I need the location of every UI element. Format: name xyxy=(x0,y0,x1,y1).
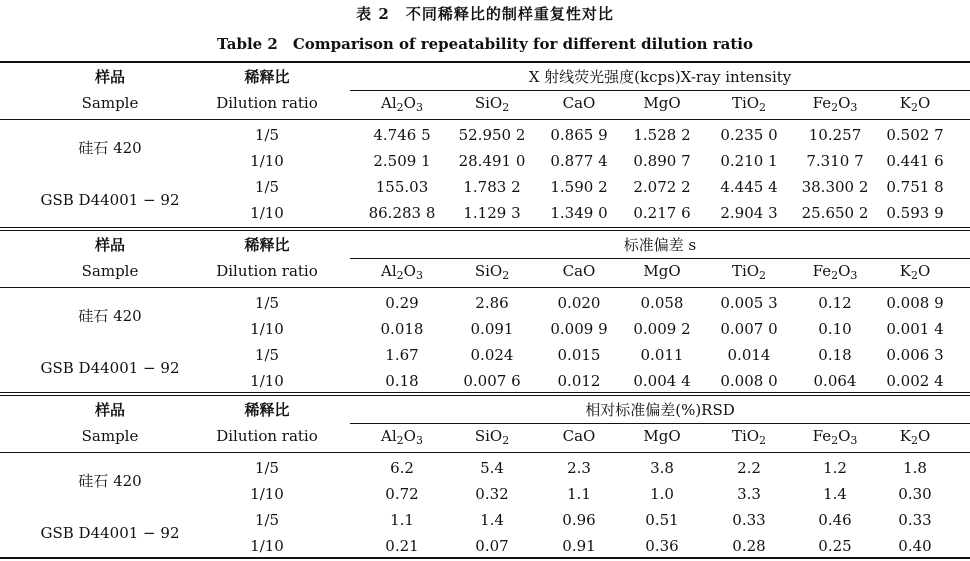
oxide-base: MgO xyxy=(643,94,681,112)
oxide-base: CaO xyxy=(562,427,596,445)
value-cell: 0.33 xyxy=(898,511,932,529)
oxide-sub2: 3 xyxy=(850,269,858,282)
value-cell: 0.015 xyxy=(557,346,601,364)
section-top-rule xyxy=(0,392,970,393)
oxide-base: CaO xyxy=(562,94,596,112)
value-cell: 6.2 xyxy=(390,459,414,477)
oxide-base: TiO xyxy=(731,94,760,112)
oxide-base: Fe xyxy=(812,427,832,445)
dilution-ratio: 1/5 xyxy=(254,459,280,477)
oxide-base: TiO xyxy=(731,427,760,445)
value-cell: 155.03 xyxy=(375,178,429,196)
value-cell: 0.024 xyxy=(470,346,514,364)
value-cell: 0.009 2 xyxy=(633,320,691,338)
value-cell: 0.865 9 xyxy=(550,126,608,144)
oxide-base: Al xyxy=(381,427,397,445)
section-top-rule-2 xyxy=(0,395,970,396)
dilution-ratio: 1/10 xyxy=(250,372,284,390)
value-cell: 86.283 8 xyxy=(368,204,436,222)
oxide-base: CaO xyxy=(562,262,596,280)
sample-name: 硅石 420 xyxy=(78,139,142,157)
dilution-ratio: 1/10 xyxy=(250,485,284,503)
table-row xyxy=(0,174,970,200)
value-cell: 1.129 3 xyxy=(463,204,521,222)
dilution-ratio: 1/5 xyxy=(254,126,280,144)
heading-underline xyxy=(350,423,970,424)
oxide-header xyxy=(709,90,789,116)
oxide-header xyxy=(795,90,875,116)
oxide-header xyxy=(709,258,789,284)
oxide-sub: 2 xyxy=(910,101,918,114)
oxide-base: Al xyxy=(381,262,397,280)
ratio-header-cn: 稀释比 xyxy=(244,236,290,254)
value-cell: 25.650 2 xyxy=(801,204,869,222)
oxide-rest: O xyxy=(403,262,416,280)
value-cell: 0.36 xyxy=(645,537,679,555)
oxide-header xyxy=(362,423,442,449)
sample-name: GSB D44001 − 92 xyxy=(40,524,180,542)
dilution-ratio: 1/5 xyxy=(254,178,280,196)
oxide-sub: 2 xyxy=(831,101,839,114)
oxide-sub: 2 xyxy=(396,101,404,114)
value-cell: 0.502 7 xyxy=(886,126,944,144)
oxide-header xyxy=(622,258,702,284)
header-row-2 xyxy=(0,423,970,449)
value-cell: 38.300 2 xyxy=(801,178,869,196)
oxide-base: K xyxy=(899,262,911,280)
value-cell: 5.4 xyxy=(480,459,504,477)
value-cell: 0.29 xyxy=(385,294,419,312)
header-bottom-rule xyxy=(0,452,970,453)
value-cell: 0.33 xyxy=(732,511,766,529)
dilution-ratio: 1/5 xyxy=(254,511,280,529)
value-cell: 0.001 4 xyxy=(886,320,944,338)
header-row-2 xyxy=(0,258,970,284)
section-heading: 相对标准偏差(%)RSD xyxy=(585,401,735,419)
table-row xyxy=(0,455,970,481)
value-cell: 0.07 xyxy=(475,537,509,555)
table-row xyxy=(0,316,970,342)
oxide-header xyxy=(452,423,532,449)
sample-header-en: Sample xyxy=(81,94,139,112)
oxide-base: TiO xyxy=(731,262,760,280)
value-cell: 0.30 xyxy=(898,485,932,503)
value-cell: 0.40 xyxy=(898,537,932,555)
oxide-header xyxy=(875,258,955,284)
value-cell: 0.441 6 xyxy=(886,152,944,170)
value-cell: 4.746 5 xyxy=(373,126,431,144)
value-cell: 2.3 xyxy=(567,459,591,477)
oxide-base: MgO xyxy=(643,262,681,280)
value-cell: 0.008 9 xyxy=(886,294,944,312)
table-row xyxy=(0,290,970,316)
dilution-ratio: 1/10 xyxy=(250,320,284,338)
header-bottom-rule xyxy=(0,287,970,288)
header-row-1 xyxy=(0,232,970,258)
sample-header-en: Sample xyxy=(81,427,139,445)
value-cell: 1.4 xyxy=(823,485,847,503)
sample-name: GSB D44001 − 92 xyxy=(40,191,180,209)
table-row xyxy=(0,148,970,174)
value-cell: 0.18 xyxy=(385,372,419,390)
value-cell: 0.593 9 xyxy=(886,204,944,222)
value-cell: 1.528 2 xyxy=(633,126,691,144)
heading-underline xyxy=(350,90,970,91)
value-cell: 0.96 xyxy=(562,511,596,529)
oxide-rest: O xyxy=(838,427,851,445)
oxide-header xyxy=(539,423,619,449)
oxide-rest: O xyxy=(838,262,851,280)
sample-name: 硅石 420 xyxy=(78,307,142,325)
value-cell: 7.310 7 xyxy=(806,152,864,170)
oxide-base: SiO xyxy=(474,262,503,280)
value-cell: 1.8 xyxy=(903,459,927,477)
heading-underline xyxy=(350,258,970,259)
oxide-rest: O xyxy=(917,427,931,445)
value-cell: 0.72 xyxy=(385,485,419,503)
value-cell: 2.904 3 xyxy=(720,204,778,222)
oxide-header xyxy=(362,258,442,284)
dilution-ratio: 1/10 xyxy=(250,204,284,222)
oxide-header xyxy=(709,423,789,449)
oxide-sub: 2 xyxy=(910,434,918,447)
sample-header-cn: 样品 xyxy=(94,68,125,86)
value-cell: 0.10 xyxy=(818,320,852,338)
value-cell: 0.21 xyxy=(385,537,419,555)
table-title-cn: 表 2 不同稀释比的制样重复性对比 xyxy=(356,5,614,23)
oxide-sub: 2 xyxy=(831,269,839,282)
oxide-sub2: 3 xyxy=(850,101,858,114)
oxide-sub: 2 xyxy=(759,434,767,447)
section-heading: X 射线荧光强度(kcps)X-ray intensity xyxy=(528,68,792,86)
value-cell: 2.86 xyxy=(475,294,509,312)
sample-name: 硅石 420 xyxy=(78,472,142,490)
dilution-ratio: 1/5 xyxy=(254,294,280,312)
oxide-sub: 2 xyxy=(831,434,839,447)
value-cell: 0.064 xyxy=(813,372,857,390)
value-cell: 0.877 4 xyxy=(550,152,608,170)
value-cell: 0.25 xyxy=(818,537,852,555)
value-cell: 2.509 1 xyxy=(373,152,431,170)
oxide-header xyxy=(875,90,955,116)
value-cell: 0.005 3 xyxy=(720,294,778,312)
value-cell: 0.751 8 xyxy=(886,178,944,196)
oxide-base: K xyxy=(899,427,911,445)
value-cell: 1.0 xyxy=(650,485,674,503)
oxide-sub: 2 xyxy=(396,269,404,282)
value-cell: 0.018 xyxy=(380,320,424,338)
oxide-header xyxy=(539,258,619,284)
oxide-sub: 2 xyxy=(502,269,510,282)
value-cell: 0.46 xyxy=(818,511,852,529)
oxide-sub2: 3 xyxy=(415,434,423,447)
oxide-base: SiO xyxy=(474,427,503,445)
table-row xyxy=(0,368,970,394)
oxide-base: SiO xyxy=(474,94,503,112)
value-cell: 4.445 4 xyxy=(720,178,778,196)
oxide-sub: 2 xyxy=(759,269,767,282)
value-cell: 28.491 0 xyxy=(458,152,526,170)
value-cell: 1.1 xyxy=(390,511,414,529)
value-cell: 1.1 xyxy=(567,485,591,503)
table-row xyxy=(0,342,970,368)
sample-header-cn: 样品 xyxy=(94,236,125,254)
oxide-header xyxy=(622,423,702,449)
ratio-header-en: Dilution ratio xyxy=(216,262,318,280)
value-cell: 0.91 xyxy=(562,537,596,555)
oxide-header xyxy=(622,90,702,116)
ratio-header-cn: 稀释比 xyxy=(244,401,290,419)
value-cell: 1.67 xyxy=(385,346,419,364)
value-cell: 0.18 xyxy=(818,346,852,364)
section-heading: 标准偏差 s xyxy=(623,236,697,254)
value-cell: 0.006 3 xyxy=(886,346,944,364)
oxide-base: Al xyxy=(381,94,397,112)
oxide-sub: 2 xyxy=(910,269,918,282)
table-row xyxy=(0,481,970,507)
dilution-ratio: 1/10 xyxy=(250,537,284,555)
header-row-1 xyxy=(0,397,970,423)
value-cell: 2.2 xyxy=(737,459,761,477)
oxide-header xyxy=(875,423,955,449)
table-title-en: Table 2 Comparison of repeatability for different dilution ratio xyxy=(217,35,753,53)
value-cell: 0.014 xyxy=(727,346,771,364)
table-row xyxy=(0,533,970,559)
oxide-sub: 2 xyxy=(502,434,510,447)
table-bottom-rule xyxy=(0,557,970,559)
value-cell: 0.217 6 xyxy=(633,204,691,222)
value-cell: 0.007 0 xyxy=(720,320,778,338)
oxide-base: Fe xyxy=(812,94,832,112)
value-cell: 0.210 1 xyxy=(720,152,778,170)
value-cell: 1.783 2 xyxy=(463,178,521,196)
value-cell: 0.011 xyxy=(640,346,684,364)
value-cell: 3.8 xyxy=(650,459,674,477)
sample-header-en: Sample xyxy=(81,262,139,280)
header-row-1 xyxy=(0,64,970,90)
oxide-header xyxy=(795,258,875,284)
oxide-rest: O xyxy=(838,94,851,112)
oxide-rest: O xyxy=(403,427,416,445)
oxide-sub2: 3 xyxy=(850,434,858,447)
oxide-header xyxy=(362,90,442,116)
value-cell: 0.12 xyxy=(818,294,852,312)
value-cell: 10.257 xyxy=(808,126,862,144)
value-cell: 0.235 0 xyxy=(720,126,778,144)
value-cell: 0.091 xyxy=(470,320,514,338)
oxide-header xyxy=(795,423,875,449)
dilution-ratio: 1/5 xyxy=(254,346,280,364)
value-cell: 1.349 0 xyxy=(550,204,608,222)
ratio-header-cn: 稀释比 xyxy=(244,68,290,86)
oxide-header xyxy=(452,258,532,284)
value-cell: 0.002 4 xyxy=(886,372,944,390)
oxide-base: MgO xyxy=(643,427,681,445)
value-cell: 0.51 xyxy=(645,511,679,529)
sample-header-cn: 样品 xyxy=(94,401,125,419)
value-cell: 0.32 xyxy=(475,485,509,503)
oxide-rest: O xyxy=(917,262,931,280)
value-cell: 3.3 xyxy=(737,485,761,503)
section-top-rule-2 xyxy=(0,230,970,231)
section-top-rule xyxy=(0,61,970,63)
table-row xyxy=(0,122,970,148)
value-cell: 1.2 xyxy=(823,459,847,477)
oxide-sub: 2 xyxy=(396,434,404,447)
ratio-header-en: Dilution ratio xyxy=(216,427,318,445)
value-cell: 0.020 xyxy=(557,294,601,312)
value-cell: 1.590 2 xyxy=(550,178,608,196)
ratio-header-en: Dilution ratio xyxy=(216,94,318,112)
value-cell: 0.012 xyxy=(557,372,601,390)
table-row xyxy=(0,200,970,226)
oxide-header xyxy=(452,90,532,116)
oxide-sub2: 3 xyxy=(415,101,423,114)
oxide-rest: O xyxy=(917,94,931,112)
header-bottom-rule xyxy=(0,119,970,120)
value-cell: 0.009 9 xyxy=(550,320,608,338)
oxide-sub: 2 xyxy=(759,101,767,114)
section-top-rule xyxy=(0,227,970,228)
value-cell: 0.004 4 xyxy=(633,372,691,390)
oxide-header xyxy=(539,90,619,116)
header-row-2 xyxy=(0,90,970,116)
oxide-base: Fe xyxy=(812,262,832,280)
oxide-rest: O xyxy=(403,94,416,112)
sample-name: GSB D44001 − 92 xyxy=(40,359,180,377)
value-cell: 0.28 xyxy=(732,537,766,555)
value-cell: 0.058 xyxy=(640,294,684,312)
value-cell: 52.950 2 xyxy=(458,126,526,144)
oxide-sub: 2 xyxy=(502,101,510,114)
dilution-ratio: 1/10 xyxy=(250,152,284,170)
value-cell: 0.008 0 xyxy=(720,372,778,390)
oxide-base: K xyxy=(899,94,911,112)
oxide-sub2: 3 xyxy=(415,269,423,282)
table-row xyxy=(0,507,970,533)
value-cell: 0.890 7 xyxy=(633,152,691,170)
value-cell: 1.4 xyxy=(480,511,504,529)
value-cell: 2.072 2 xyxy=(633,178,691,196)
value-cell: 0.007 6 xyxy=(463,372,521,390)
